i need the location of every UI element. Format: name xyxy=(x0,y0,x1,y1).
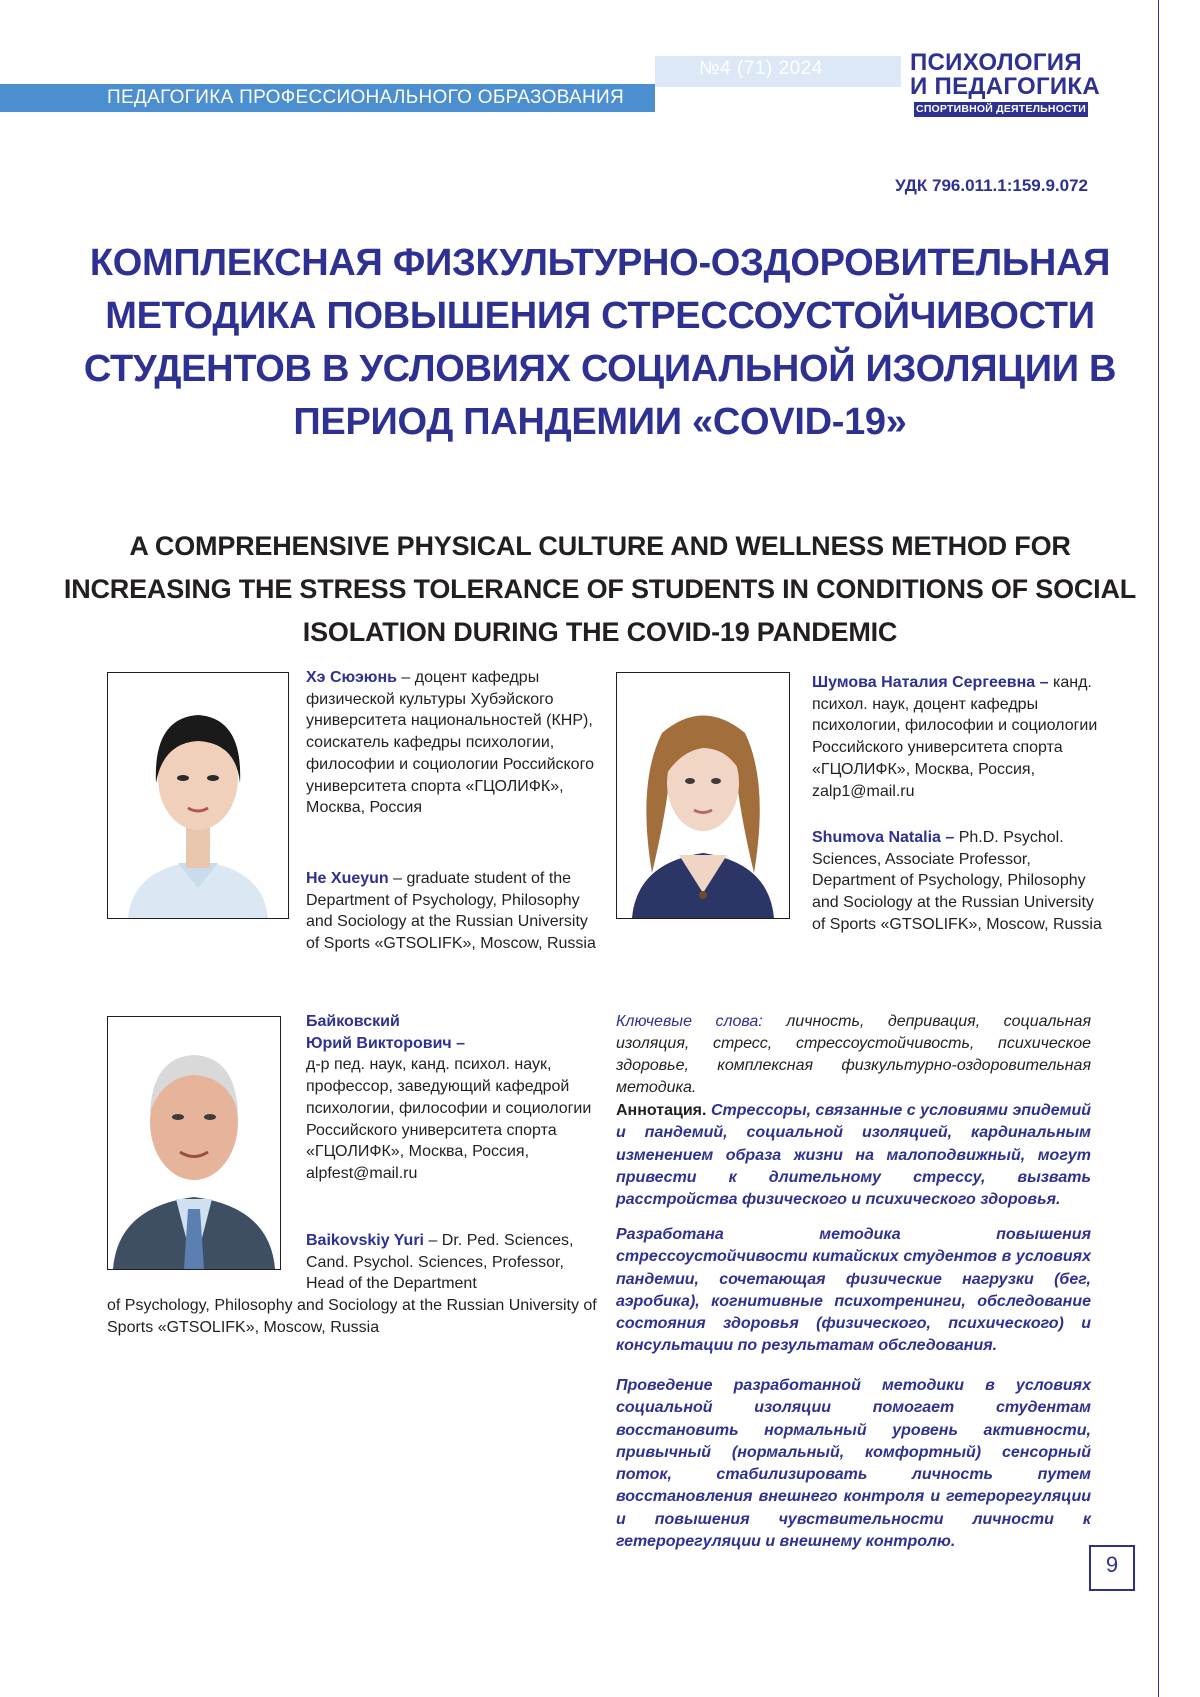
annotation-paragraph-2: Разработана методика повышения стрессоустойчивости китайских студентов в условиях пандемии, сочетающая физические нагрузки (бег, аэробика), когнитивные психотренинги, обследование состояния здоровья (физического, психического) и консультации по результатам обследования. xyxy=(616,1226,1091,1355)
author-photo-baikovsky xyxy=(107,1016,281,1270)
journal-logo-line2: И ПЕДАГОГИКА xyxy=(910,73,1100,100)
title-ru: КОМПЛЕКСНАЯ ФИЗКУЛЬТУРНО-ОЗДОРОВИТЕЛЬНАЯ МЕТОДИКА ПОВЫШЕНИЯ СТРЕССОУСТОЙЧИВОСТИ СТУДЕНТОВ В УСЛОВИЯХ СОЦИАЛЬНОЙ ИЗОЛЯЦИИ В ПЕРИОД ПАНДЕМИИ «COVID-19» xyxy=(83,242,1117,443)
author-photo-he xyxy=(107,672,289,919)
journal-logo-line3: СПОРТИВНОЙ ДЕЯТЕЛЬНОСТИ xyxy=(914,102,1088,117)
author-shumova-name-ru: Шумова Наталия Сергеевна – xyxy=(812,674,1049,691)
author-shumova-desc-ru: канд. психол. наук, доцент кафедры психологии, философии и социологии Российского университета спорта «ГЦОЛИФК», Москва, Россия, zalp1@mail.ru xyxy=(812,674,1098,800)
author-baikovsky-surname: Байковский xyxy=(306,1013,400,1030)
author-he-desc-ru: – доцент кафедры физической культуры Хубэйского университета национальностей (КНР), соискатель кафедры психологии, философии и социологии Российского университета спорта «ГЦОЛИФК», Москва, Россия xyxy=(306,669,594,817)
udc-code: УДК 796.011.1:159.9.072 xyxy=(895,176,1088,195)
author-baikovsky-desc-en-1: – Dr. Ped. Sciences, Cand. Psychol. Sciences, Professor, Head of the Department xyxy=(306,1232,574,1293)
annotation-paragraph-3: Проведение разработанной методики в условиях социальной изоляции помогает студентам восстановить нормальный уровень активности, привычный (нормальный, комфортный) сенсорный поток, стабилизировать личность путем восстановления внешнего контроля и гетерорегуляции и повышения чувствительности личности к гетерорегуляции и внешнему контролю. xyxy=(616,1377,1091,1551)
keywords-label: Ключевые слова: xyxy=(616,1013,763,1030)
annotation-paragraph-1 xyxy=(616,1100,1091,1211)
author-photo-shumova xyxy=(616,672,790,919)
author-he-name-en: He Xueyun xyxy=(306,870,389,887)
annotation-label: Аннотация. xyxy=(616,1102,707,1119)
author-shumova-ru xyxy=(812,672,1102,802)
author-baikovsky-name-en: Baikovskiy Yuri xyxy=(306,1232,424,1249)
page-number: 9 xyxy=(1105,1552,1119,1577)
author-baikovsky-desc-ru: д-р пед. наук, канд. психол. наук, профессор, заведующий кафедрой психологии, философии и социологии Российского университета спорта «ГЦОЛИФК», Москва, Россия, alpfest@mail.ru xyxy=(306,1056,592,1182)
author-he-ru xyxy=(306,667,596,819)
author-he-name-ru: Хэ Сюэюнь xyxy=(306,669,397,686)
author-baikovsky-ru xyxy=(306,1011,596,1185)
issue-number: №4 (71) 2024 xyxy=(699,58,823,79)
author-he-desc-en: – graduate student of the Department of Psychology, Philosophy and Sociology at the Russian University of Sports «GTSOLIFK», Moscow, Russia xyxy=(306,870,596,953)
annotation-text-1: Стрессоры, связанные с условиями эпидемий и пандемий, социальной изоляцией, кардинальным изменением образа жизни на малоподвижный, могут привести к длительному стрессу, вызвать расстройства физического и психического здоровья. xyxy=(616,1102,1091,1209)
journal-logo-line1: ПСИХОЛОГИЯ xyxy=(910,49,1082,76)
author-shumova-name-en: Shumova Natalia – xyxy=(812,829,955,846)
margin-rule xyxy=(1158,0,1159,1697)
author-baikovsky-desc-en-2: of Psychology, Philosophy and Sociology at the Russian University of Sports «GTSOLIFK», Moscow, Russia xyxy=(107,1297,597,1336)
section-title: ПЕДАГОГИКА ПРОФЕССИОНАЛЬНОГО ОБРАЗОВАНИЯ xyxy=(107,87,625,108)
keywords xyxy=(616,1011,1091,1099)
keywords-text: личность, депривация, социальная изоляция, стресс, стрессоустойчивость, психическое здоровье, комплексная физкультурно-оздоровительная методика. xyxy=(616,1013,1091,1096)
author-baikovsky-given-name: Юрий Викторович – xyxy=(306,1034,466,1052)
author-baikovsky-en xyxy=(306,1230,596,1295)
author-shumova-desc-en: Ph.D. Psychol. Sciences, Associate Professor, Department of Psychology, Philosophy and Sociology at the Russian University of Sports «GTSOLIFK», Moscow, Russia xyxy=(812,829,1102,933)
author-he-en xyxy=(306,868,596,955)
title-en: A COMPREHENSIVE PHYSICAL CULTURE AND WELLNESS METHOD FOR INCREASING THE STRESS TOLERANCE OF STUDENTS IN CONDITIONS OF SOCIAL ISOLATION DURING THE COVID-19 PANDEMIC xyxy=(63,531,1137,647)
author-shumova-en xyxy=(812,827,1102,936)
